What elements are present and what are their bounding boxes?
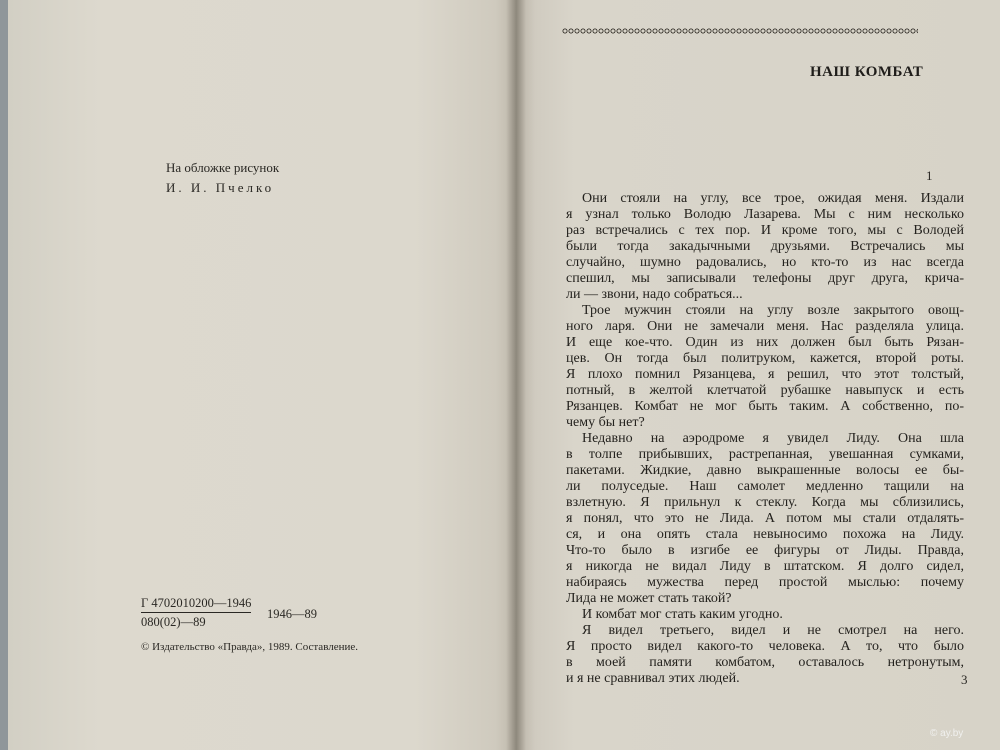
watermark: © ay.by — [930, 728, 964, 739]
text-line: набираясь мужества перед простой мыслью: почему — [566, 575, 964, 590]
text-line: были тогда закадычными друзьями. Встречались мы — [566, 239, 964, 254]
text-line: ли — звони, надо собраться... — [566, 287, 743, 302]
code-numerator: Г 4702010200—1946 — [141, 596, 251, 613]
publication-code — [141, 596, 317, 630]
text-line: Я просто видел какого-то человека. А то, что было — [566, 639, 964, 654]
text-line: цев. Он тогда был политруком, кажется, второй роты. — [566, 351, 964, 366]
page-number: 3 — [961, 672, 968, 687]
book-gutter — [506, 0, 526, 750]
cover-illustration-note — [166, 158, 279, 198]
text-line: в толпе прибывших, растрепанная, увешанная сумками, — [566, 447, 964, 462]
decorative-border — [562, 27, 918, 35]
text-line: Рязанцев. Комбат не мог быть таким. А собственно, по- — [566, 399, 964, 414]
text-line: я понял, что это не Лида. А потом мы стали отдалять- — [566, 511, 964, 526]
text-line: взлетную. Я прильнул к стеклу. Когда мы сблизились, — [566, 495, 964, 510]
body-text — [566, 191, 964, 687]
text-line: я никогда не видал Лиду в штатском. Я долго сидел, — [566, 559, 964, 574]
text-line: Они стояли на углу, все трое, ожидая меня. Издали — [582, 191, 964, 206]
text-line: Я видел третьего, видел и не смотрел на него. — [582, 623, 964, 638]
cover-note-line: На обложке рисунок — [166, 160, 280, 175]
text-line: И еще кое-что. Один из них должен был быть Рязан- — [566, 335, 964, 350]
text-line: ли полуседые. Наш самолет медленно тащили на — [566, 479, 964, 494]
code-year: 1946—89 — [267, 607, 317, 621]
left-page — [8, 0, 516, 750]
text-line: ся, и она опять стала невыносимо похожа на Лиду. — [566, 527, 964, 542]
text-line: И комбат мог стать каким угодно. — [582, 607, 783, 622]
text-line: в моей памяти комбатом, оставалось нетронутым, — [566, 655, 964, 670]
text-line: Лида не может стать такой? — [566, 591, 732, 606]
code-denominator: 080(02)—89 — [141, 615, 206, 629]
text-line: раз встречались с тех пор. И кроме того, мы с Володей — [566, 223, 964, 238]
text-line: я узнал только Володю Лазарева. Мы с ним несколько — [566, 207, 964, 222]
text-line: Я плохо помнил Рязанцева, я решил, что этот толстый, — [566, 367, 964, 382]
text-line: случайно, шумно радовались, но кто-то из нас всегда — [566, 255, 964, 270]
text-line: ного ларя. Они не замечали меня. Нас разделяла улица. — [566, 319, 964, 334]
chapter-title: НАШ КОМБАТ — [810, 64, 924, 80]
text-line: Трое мужчин стояли на углу возле закрытого овощ- — [582, 303, 964, 318]
section-number: 1 — [926, 168, 933, 183]
text-line: потный, в желтой клетчатой рубашке навыпуск и есть — [566, 383, 964, 398]
text-line: спешил, мы записывали телефоны друг друга, крича- — [566, 271, 964, 286]
copyright-line: © Издательство «Правда», 1989. Составление. — [141, 641, 359, 653]
text-line: чему бы нет? — [566, 415, 645, 430]
text-line: и я не сравнивал этих людей. — [566, 671, 740, 686]
illustrator-name: И. И. Пчелко — [166, 180, 275, 195]
text-line: пакетами. Жидкие, давно выкрашенные волосы ее бы- — [566, 463, 964, 478]
text-line: Что-то было в изгибе ее фигуры от Лиды. Правда, — [566, 543, 964, 558]
text-line: Недавно на аэродроме я увидел Лиду. Она шла — [582, 431, 964, 446]
